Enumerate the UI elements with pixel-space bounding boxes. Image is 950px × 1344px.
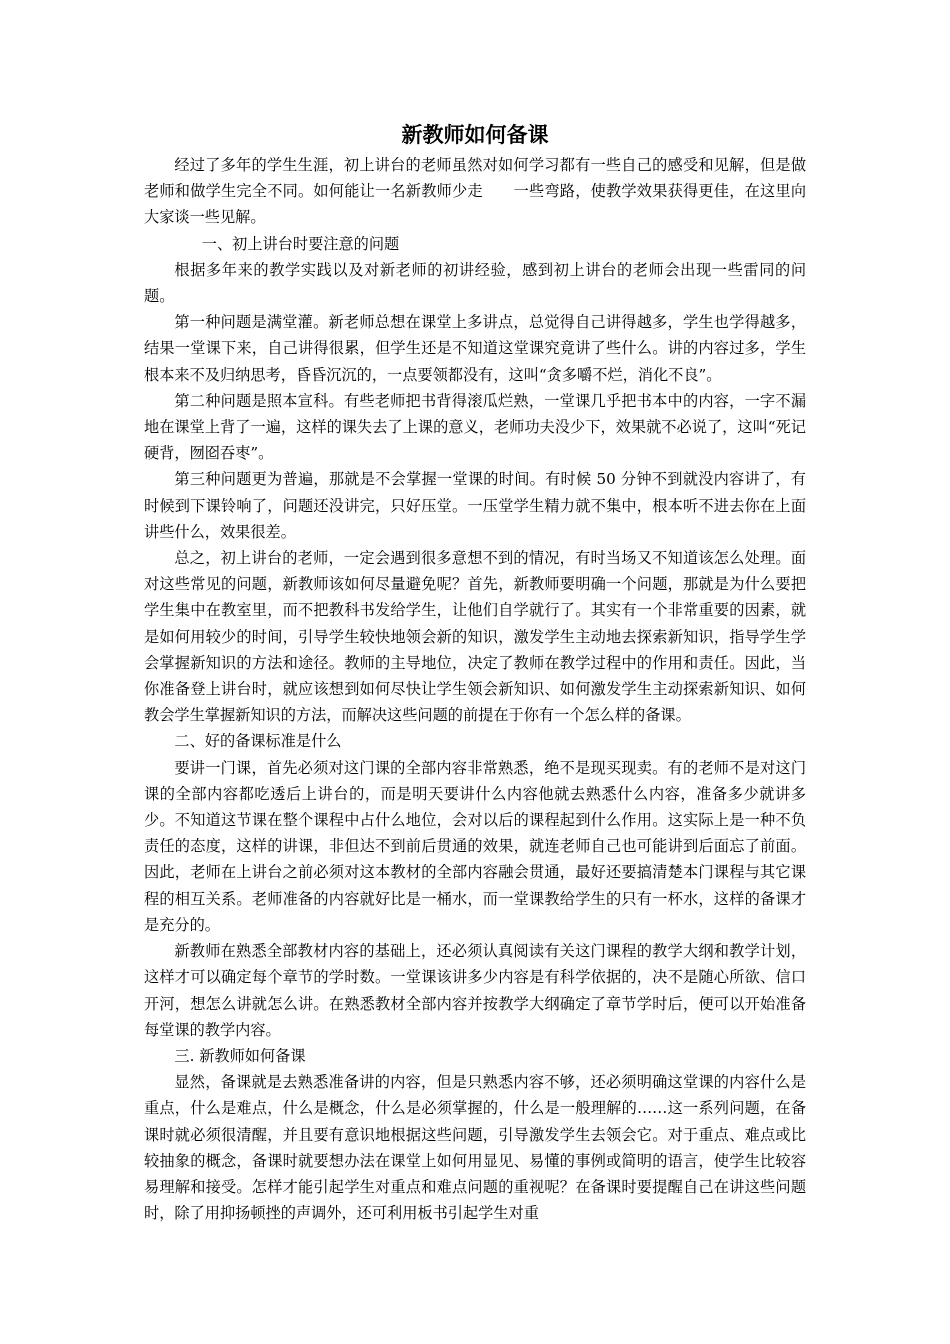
section-heading-1: 一、初上讲台时要注意的问题 — [201, 234, 400, 253]
section-heading-3: 三. 新教师如何备课 — [174, 1046, 306, 1065]
paragraph: 第一种问题是满堂灌。新老师总想在课堂上多讲点，总觉得自己讲得越多，学生也学得越多，结果一堂课下来，自己讲得很累，但学生还是不知道这堂课究竟讲了些什么。讲的内容过多，学生根本来不及归纳思考，昏昏沉沉的，一点要领都没有，这叫“贪多嚼不烂，消化不良”。 — [144, 313, 806, 384]
paragraph: 要讲一门课，首先必须对这门课的全部内容非常熟悉，绝不是现买现卖。有的老师不是对这门课的全部内容都吃透后上讲台的，而是明天要讲什么内容他就去熟悉什么内容，准备多少就讲多少。不知道这节课在整个课程中占什么地位，会对以后的课程起到什么作用。这实际上是一种不负责任的态度，这样的讲课，非但达不到前后贯通的效果，就连老师自己也可能讲到后面忘了前面。因此，老师在上讲台之前必须对这本教材的全部内容融会贯通，最好还要搞清楚本门课程与其它课程的相互关系。老师准备的内容就好比是一桶水，而一堂课教给学生的只有一杯水，这样的备课才是充分的。 — [144, 758, 806, 934]
paragraph: 新教师在熟悉全部教材内容的基础上，还必须认真阅读有关这门课程的教学大纲和教学计划，这样才可以确定每个章节的学时数。一堂课该讲多少内容是有科学依据的，决不是随心所欲、信口开河，想怎么讲就怎么讲。在熟悉教材全部内容并按教学大纲确定了章节学时后，便可以开始准备每堂课的教学内容。 — [144, 942, 806, 1039]
paragraph: 显然，备课就是去熟悉准备讲的内容，但是只熟悉内容不够，还必须明确这堂课的内容什么是重点，什么是难点，什么是概念，什么是必须掌握的，什么是一般理解的……这一系列问题，在备课时就必须很清醒，并且要有意识地根据这些问题，引导激发学生去领会它。对于重点、难点或比较抽象的概念，备课时就要想办法在课堂上如何用显见、易懂的事例或简明的语言，使学生比较容易理解和接受。怎样才能引起学生对重点和难点问题的重视呢？在备课时要提醒自己在讲这些问题时，除了用抑扬顿挫的声调外，还可利用板书引起学生对重 — [144, 1073, 806, 1223]
intro-paragraph: 经过了多年的学生生涯，初上讲台的老师虽然对如何学习都有一些自己的感受和见解，但是做老师和做学生完全不同。如何能让一名新教师少走 一些弯路，使教学效果获得更佳，在这里向大家谈一些见解。 — [144, 156, 806, 227]
document-body — [144, 120, 806, 1226]
paragraph: 总之，初上讲台的老师，一定会遇到很多意想不到的情况，有时当场又不知道该怎么处理。面对这些常见的问题，新教师该如何尽量避免呢？首先，新教师要明确一个问题，那就是为什么要把学生集中在教室里，而不把教科书发给学生，让他们自学就行了。其实有一个非常重要的因素，就是如何用较少的时间，引导学生较快地领会新的知识，激发学生主动地去探索新知识，指导学生学会掌握新知识的方法和途径。教师的主导地位，决定了教师在教学过程中的作用和责任。因此，当你准备登上讲台时，就应该想到如何尽快让学生领会新知识、如何激发学生主动探索新知识、如何教会学生掌握新知识的方法，而解决这些问题的前提在于你有一个怎么样的备课。 — [144, 549, 806, 725]
paragraph: 第三种问题更为普遍，那就是不会掌握一堂课的时间。有时候 50 分钟不到就没内容讲了，有时候到下课铃响了，问题还没讲完，只好压堂。一压堂学生精力就不集中，根本听不进去你在上面讲些什么，效果很差。 — [144, 470, 806, 541]
paragraph: 第二种问题是照本宣科。有些老师把书背得滚瓜烂熟，一堂课几乎把书本中的内容，一字不漏地在课堂上背了一遍，这样的课失去了上课的意义，老师功夫没少下，效果就不必说了，这叫“死记硬背，囫囵吞枣”。 — [144, 391, 806, 463]
paragraph: 根据多年来的教学实践以及对新老师的初讲经验，感到初上讲台的老师会出现一些雷同的问题。 — [144, 260, 806, 306]
document-title: 新教师如何备课 — [401, 122, 549, 147]
section-heading-2: 二、好的备课标准是什么 — [174, 732, 342, 751]
